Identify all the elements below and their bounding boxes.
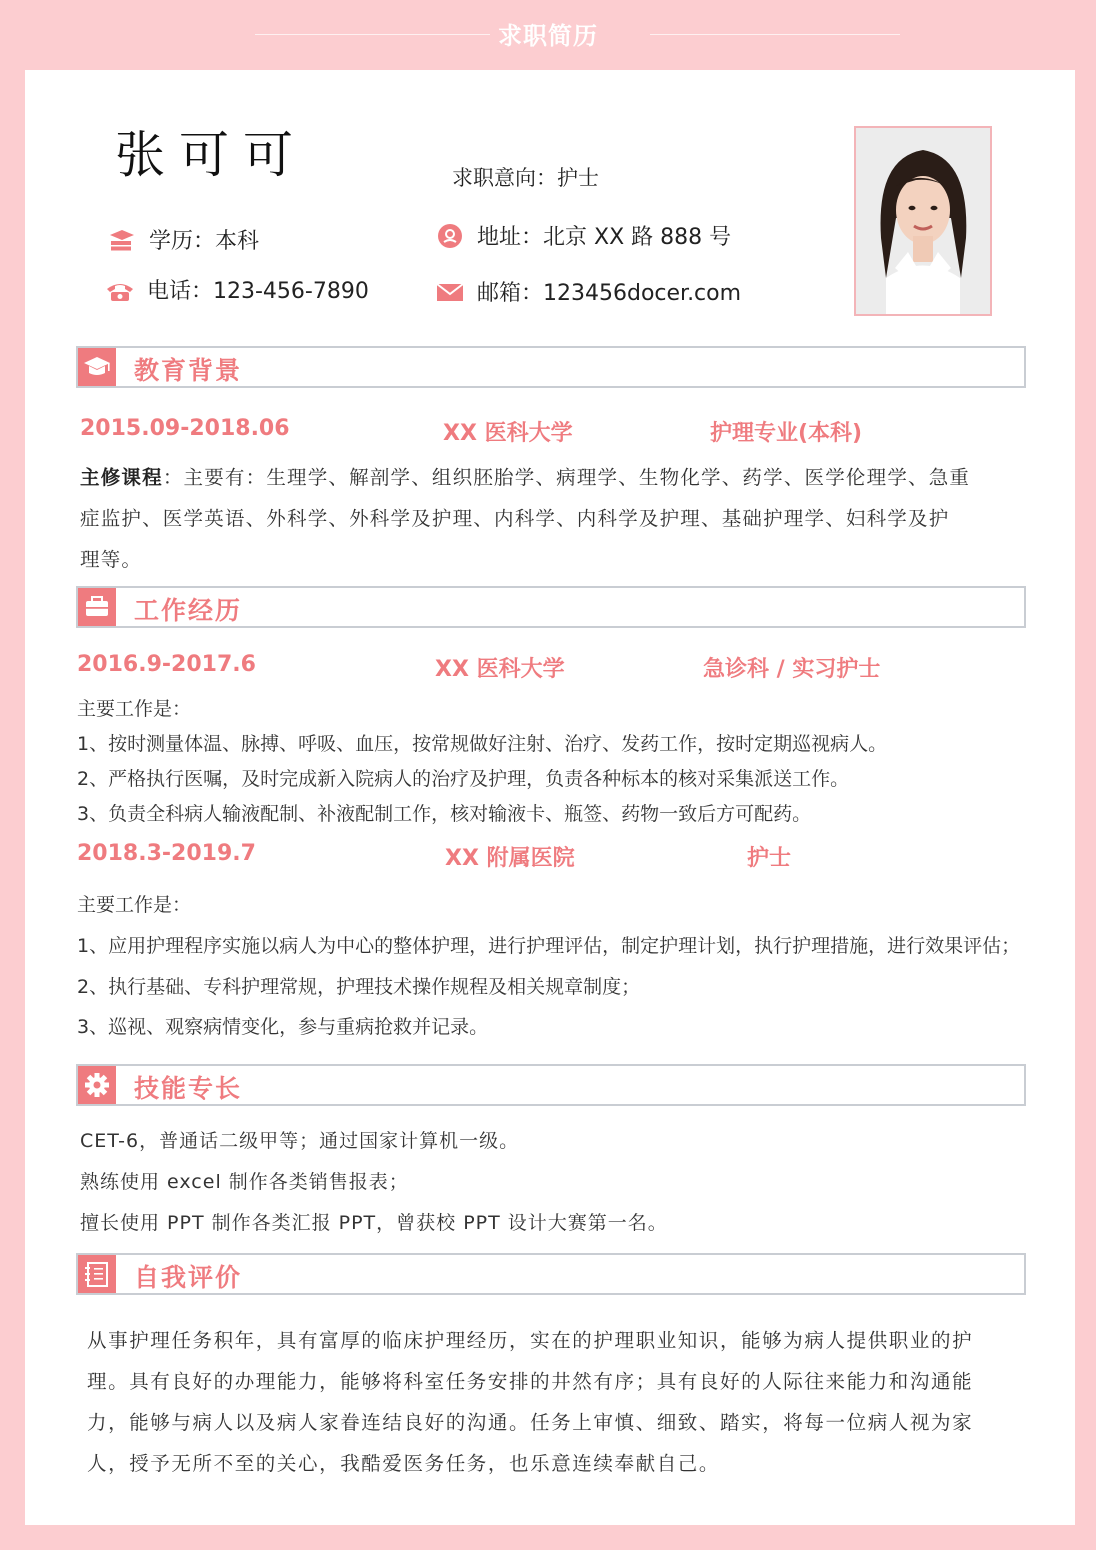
section-header-work: [76, 586, 1026, 628]
job-intro: 主要工作是：: [77, 894, 192, 916]
courses-line: 理等。: [80, 548, 143, 571]
job-duty: 1、按时测量体温、脉搏、呼吸、血压，按常规做好注射、治疗、发药工作，按时定期巡视病人。: [77, 733, 888, 755]
job-period: 2016.9-2017.6: [77, 652, 256, 677]
resume-sheet: [25, 70, 1075, 1525]
education-period: 2015.09-2018.06: [80, 416, 290, 441]
job-org: XX 医科大学: [435, 657, 565, 682]
courses-label: 主修课程: [80, 466, 163, 489]
self-evaluation-line: 从事护理任务积年，具有富厚的临床护理经历，实在的护理职业知识，能够为病人提供职业的护: [87, 1329, 974, 1352]
top-banner: [0, 0, 1096, 70]
courses-paragraph: [80, 457, 1020, 580]
job-duty: 1、应用护理程序实施以病人为中心的整体护理，进行护理评估，制定护理计划，执行护理措施，进行效果评估；: [77, 935, 1021, 957]
skill-item: 熟练使用 excel 制作各类销售报表；: [80, 1171, 409, 1193]
courses-line: 主修课程：主要有：生理学、解剖学、组织胚胎学、病理学、生物化学、药学、医学伦理学、急重: [80, 466, 971, 489]
banner-title: 求职简历: [498, 22, 598, 50]
location-pin-icon: [435, 223, 465, 249]
job-duty: 2、执行基础、专科护理常规，护理技术操作规程及相关规章制度；: [77, 976, 641, 998]
notebook-icon: [78, 1255, 116, 1293]
self-evaluation-line: 力，能够与病人以及病人家眷连结良好的沟通。任务上审慎、细致、踏实，将每一位病人视为家: [87, 1411, 974, 1434]
self-evaluation-line: 理。具有良好的办理能力，能够将科室任务安排的井然有序；具有良好的人际往来能力和沟通能: [87, 1370, 974, 1393]
education-school: XX 医科大学: [443, 421, 573, 446]
self-evaluation-paragraph: [87, 1320, 1027, 1484]
books-icon: [107, 227, 137, 253]
education-info: [107, 224, 259, 255]
section-title-education: 教育背景: [134, 356, 243, 385]
phone-info: [105, 274, 369, 305]
gear-icon: [78, 1066, 116, 1104]
section-title-work: 工作经历: [134, 596, 243, 625]
profile-photo: [854, 126, 992, 316]
mail-icon: [435, 279, 465, 305]
section-title-skills: 技能专长: [134, 1074, 243, 1103]
job-period: 2018.3-2019.7: [77, 841, 256, 866]
education-major: 护理专业(本科): [710, 421, 863, 446]
email-info: [435, 276, 741, 307]
job-duty: 2、严格执行医嘱，及时完成新入院病人的治疗及护理，负责各种标本的核对采集派送工作。: [77, 768, 850, 790]
section-title-self: 自我评价: [134, 1263, 243, 1292]
email-text: 邮箱：123456docer.com: [477, 281, 742, 306]
section-header-education: [76, 346, 1026, 388]
phone-text: 电话：123-456-7890: [147, 279, 369, 304]
address-text: 地址：北京 XX 路 888 号: [477, 225, 732, 250]
job-org: XX 附属医院: [445, 846, 575, 871]
section-header-self: [76, 1253, 1026, 1295]
education-text: 学历：本科: [149, 229, 260, 254]
phone-icon: [105, 277, 135, 303]
skill-item: 擅长使用 PPT 制作各类汇报 PPT，曾获校 PPT 设计大赛第一名。: [80, 1212, 668, 1234]
skill-item: CET-6，普通话二级甲等；通过国家计算机一级。: [80, 1130, 520, 1152]
job-duty: 3、巡视、观察病情变化，参与重病抢救并记录。: [77, 1016, 489, 1038]
briefcase-icon: [78, 588, 116, 626]
job-objective-label: 求职意向：: [452, 166, 557, 190]
courses-line: 症监护、医学英语、外科学、外科学及护理、内科学、内科学及护理、基础护理学、妇科学及护: [80, 507, 950, 530]
banner-divider-right: [650, 34, 900, 35]
self-evaluation-line: 人，授予无所不至的关心，我酷爱医务任务，也乐意连续奉献自己。: [87, 1452, 721, 1475]
graduation-cap-icon: [78, 348, 116, 386]
job-role: 护士: [747, 846, 792, 871]
job-objective-value: 护士: [557, 166, 599, 190]
job-duty: 3、负责全科病人输液配制、补液配制工作，核对输液卡、瓶签、药物一致后方可配药。: [77, 803, 812, 825]
address-info: [435, 220, 731, 251]
candidate-name: 张可可: [115, 126, 307, 184]
job-role: 急诊科 / 实习护士: [703, 657, 881, 682]
job-intro: 主要工作是：: [77, 698, 192, 720]
section-header-skills: [76, 1064, 1026, 1106]
job-objective: [452, 162, 599, 192]
